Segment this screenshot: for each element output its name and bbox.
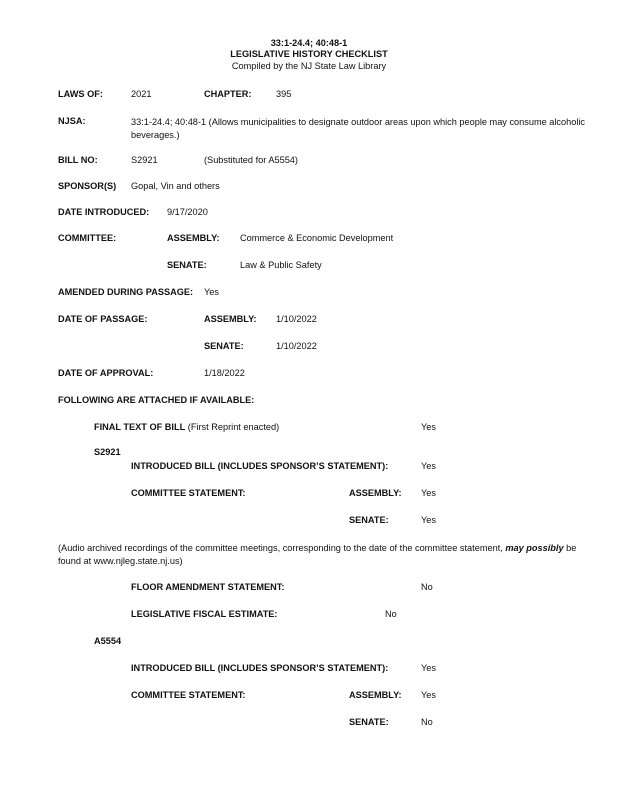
final-text-note: (First Reprint enacted) — [187, 422, 280, 432]
a5554-heading: A5554 — [94, 636, 122, 646]
passage-senate-value: 1/10/2022 — [276, 341, 317, 351]
committee-assembly-label: ASSEMBLY: — [167, 233, 220, 243]
chapter-label: CHAPTER: — [204, 89, 252, 99]
a5554-senate-value: No — [421, 717, 433, 727]
a5554-assembly-value: Yes — [421, 690, 436, 700]
laws-of-value: 2021 — [131, 89, 152, 99]
laws-of-label: LAWS OF: — [58, 89, 103, 99]
njsa-value: 33:1-24.4; 40:48-1 (Allows municipalities to designate outdoor areas upon which people may consume alcoholic beverages.) — [131, 117, 586, 140]
amended-value: Yes — [204, 287, 219, 297]
final-text-label: FINAL TEXT OF BILL — [94, 422, 186, 432]
date-introduced-label: DATE INTRODUCED: — [58, 207, 150, 217]
audio-note — [58, 542, 598, 568]
citation: 33:1-24.4; 40:48-1 — [270, 38, 348, 48]
committee-senate-value: Law & Public Safety — [240, 260, 322, 270]
final-text-row — [94, 422, 279, 432]
s2921-assembly-value: Yes — [421, 488, 436, 498]
bill-no-label: BILL NO: — [58, 155, 98, 165]
compiled-by: Compiled by the NJ State Law Library — [231, 61, 387, 71]
s2921-assembly-label: ASSEMBLY: — [349, 488, 402, 498]
amended-label: AMENDED DURING PASSAGE: — [58, 287, 194, 297]
bill-no-note: (Substituted for A5554) — [204, 155, 298, 165]
s2921-introduced-label: INTRODUCED BILL (INCLUDES SPONSOR’S STATEMENT): — [131, 461, 389, 471]
s2921-committee-label: COMMITTEE STATEMENT: — [131, 488, 246, 498]
a5554-introduced-value: Yes — [421, 663, 436, 673]
chapter-value: 395 — [276, 89, 292, 99]
date-introduced-value: 9/17/2020 — [167, 207, 208, 217]
audio-note-part1: (Audio archived recordings of the committee meetings, corresponding to the date of the committee statement, — [58, 543, 506, 553]
page-title: LEGISLATIVE HISTORY CHECKLIST — [230, 49, 388, 59]
floor-amendment-label: FLOOR AMENDMENT STATEMENT: — [131, 582, 285, 592]
passage-assembly-label: ASSEMBLY: — [204, 314, 257, 324]
a5554-committee-label: COMMITTEE STATEMENT: — [131, 690, 246, 700]
passage-label: DATE OF PASSAGE: — [58, 314, 148, 324]
passage-assembly-value: 1/10/2022 — [276, 314, 317, 324]
bill-no-value: S2921 — [131, 155, 158, 165]
s2921-introduced-value: Yes — [421, 461, 436, 471]
final-text-value: Yes — [421, 422, 436, 432]
sponsors-value: Gopal, Vin and others — [131, 181, 220, 191]
a5554-assembly-label: ASSEMBLY: — [349, 690, 402, 700]
committee-assembly-value: Commerce & Economic Development — [240, 233, 394, 243]
attached-heading: FOLLOWING ARE ATTACHED IF AVAILABLE: — [58, 395, 255, 405]
s2921-heading: S2921 — [94, 447, 121, 457]
approval-value: 1/18/2022 — [204, 368, 245, 378]
njsa-label: NJSA: — [58, 116, 86, 126]
fiscal-estimate-value: No — [385, 609, 397, 619]
passage-senate-label: SENATE: — [204, 341, 244, 351]
a5554-introduced-label: INTRODUCED BILL (INCLUDES SPONSOR’S STATEMENT): — [131, 663, 389, 673]
floor-amendment-value: No — [421, 582, 433, 592]
audio-note-emphasis: may possibly — [505, 543, 564, 553]
s2921-senate-label: SENATE: — [349, 515, 389, 525]
audio-note-part2: be found at www.njleg.state.nj.us) — [58, 543, 577, 566]
committee-label: COMMITTEE: — [58, 233, 117, 243]
sponsors-label: SPONSOR(S) — [58, 181, 117, 191]
a5554-senate-label: SENATE: — [349, 717, 389, 727]
committee-senate-label: SENATE: — [167, 260, 207, 270]
approval-label: DATE OF APPROVAL: — [58, 368, 154, 378]
s2921-senate-value: Yes — [421, 515, 436, 525]
fiscal-estimate-label: LEGISLATIVE FISCAL ESTIMATE: — [131, 609, 278, 619]
